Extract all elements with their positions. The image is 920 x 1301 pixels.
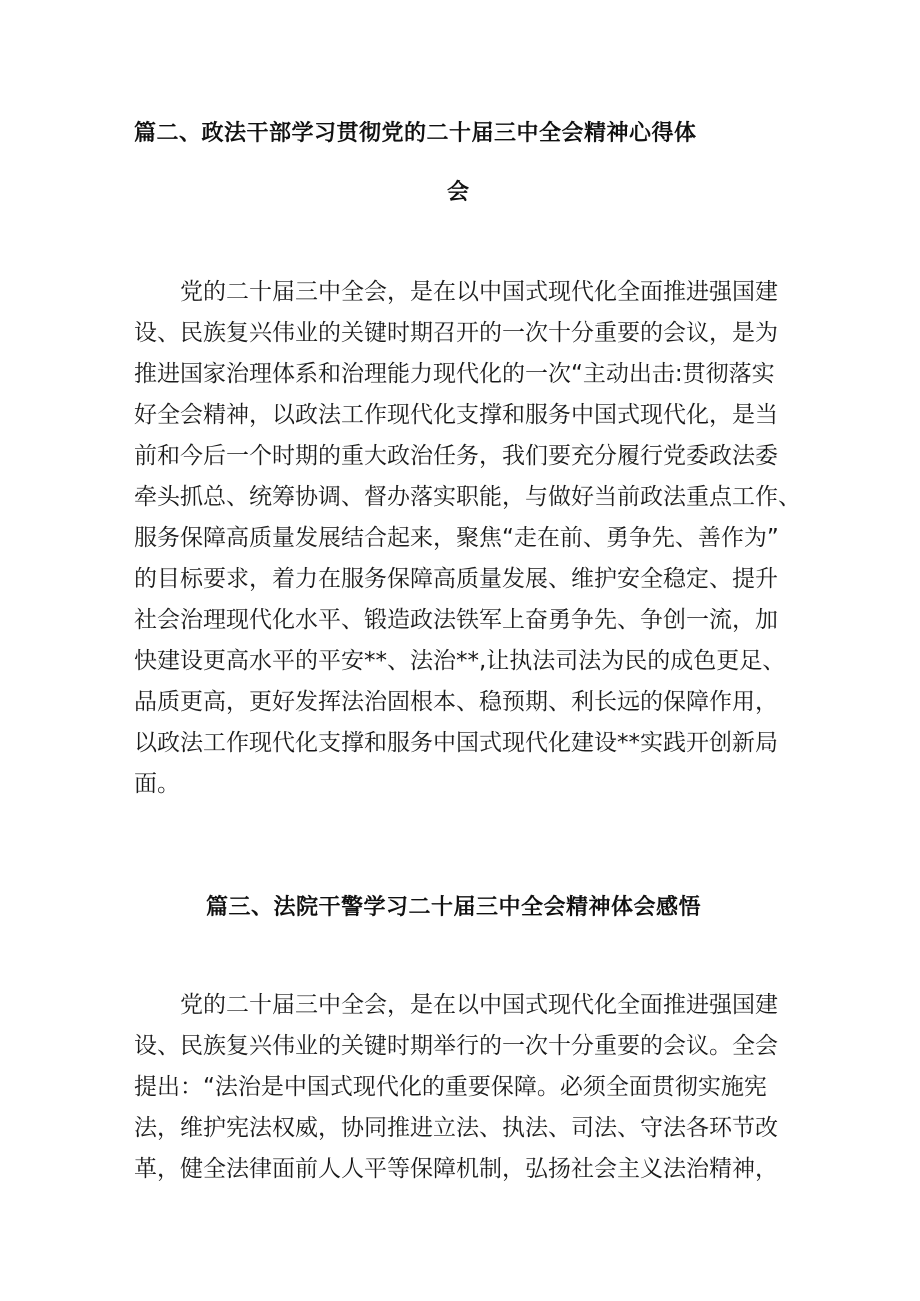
paragraph-line: 党的二十届三中全会，是在以中国式现代化全面推进强国建 (134, 279, 778, 305)
section2-title-line2: 会 (447, 180, 470, 205)
paragraph-line: 法，维护宪法权威，协同推进立法、执法、司法、守法各环节改 (134, 1115, 778, 1141)
paragraph-line: 品质更高，更好发挥法治固根本、稳预期、利长远的保障作用， (134, 689, 778, 715)
section3-paragraph (134, 985, 778, 1190)
paragraph-line: 设、民族复兴伟业的关键时期召开的一次十分重要的会议，是为 (134, 320, 778, 346)
paragraph-line: 好全会精神，以政法工作现代化支撑和服务中国式现代化，是当 (134, 402, 778, 428)
paragraph-line: 社会治理现代化水平、锻造政法铁军上奋勇争先、争创一流，加 (134, 607, 778, 633)
paragraph-line: 快建设更高水平的平安**、法治**,让执法司法为民的成色更足、 (134, 648, 786, 674)
section2-title-line1: 篇二、政法干部学习贯彻党的二十届三中全会精神心得体 (134, 121, 697, 146)
section2-paragraph (134, 272, 801, 805)
paragraph-line: 以政法工作现代化支撑和服务中国式现代化建设**实践开创新局 (134, 730, 778, 756)
paragraph-line: 推进国家治理体系和治理能力现代化的一次“主动出击:贯彻落实 (134, 361, 775, 387)
paragraph-line: 牵头抓总、统筹协调、督办落实职能，与做好当前政法重点工作、 (134, 484, 801, 510)
paragraph-line: 革，健全法律面前人人平等保障机制，弘扬社会主义法治精神， (134, 1156, 778, 1182)
section3-title: 篇三、法院干警学习二十届三中全会精神体会感悟 (206, 895, 702, 920)
paragraph-line: 前和今后一个时期的重大政治任务，我们要充分履行党委政法委 (134, 443, 778, 469)
paragraph-line: 面。 (134, 771, 180, 797)
paragraph-line: 党的二十届三中全会，是在以中国式现代化全面推进强国建 (134, 992, 778, 1018)
paragraph-line: 服务保障高质量发展结合起来，聚焦“走在前、勇争先、善作为” (134, 525, 779, 551)
paragraph-line: 提出：“法治是中国式现代化的重要保障。必须全面贯彻实施宪 (134, 1074, 767, 1100)
paragraph-line: 设、民族复兴伟业的关键时期举行的一次十分重要的会议。全会 (134, 1033, 778, 1059)
paragraph-line: 的目标要求，着力在服务保障高质量发展、维护安全稳定、提升 (134, 566, 778, 592)
